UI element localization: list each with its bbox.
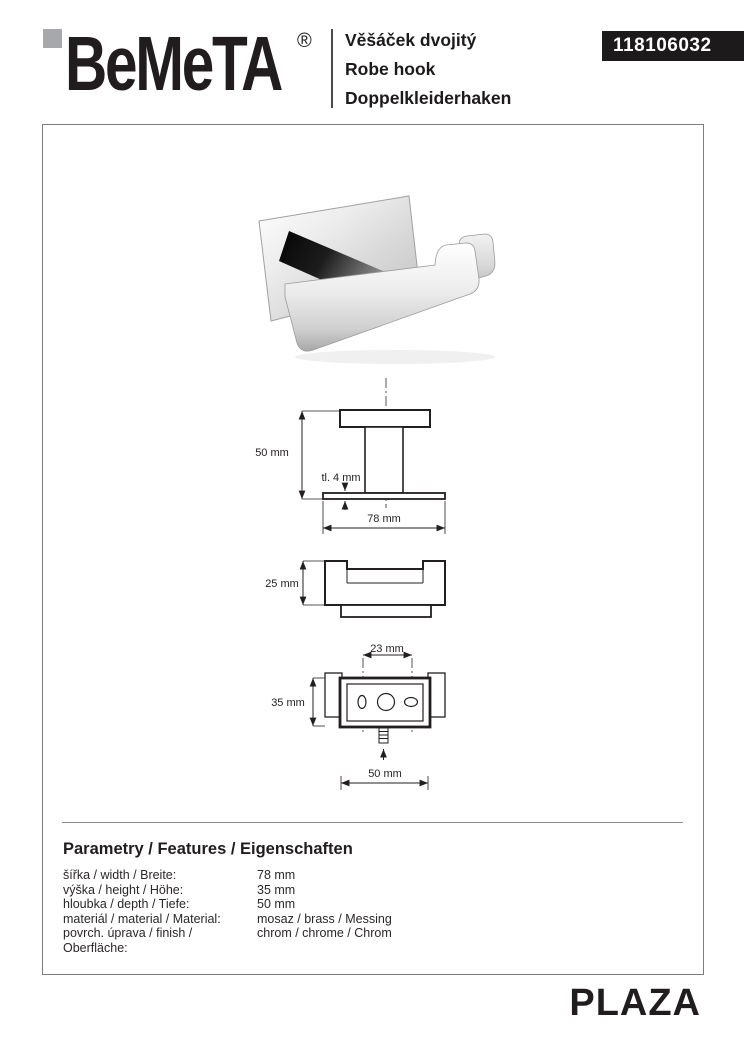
series-name: PLAZA xyxy=(569,982,701,1024)
product-title-en: Robe hook xyxy=(345,59,436,79)
param-row xyxy=(63,868,683,883)
plate-top-outline xyxy=(341,605,431,617)
product-photo xyxy=(245,185,515,370)
header-divider xyxy=(331,29,333,108)
param-label: materiál / material / Material: xyxy=(63,911,221,926)
registered-trademark-icon: ® xyxy=(297,30,312,52)
param-value: mosaz / brass / Messing xyxy=(257,911,392,926)
hook-stem-profile xyxy=(365,427,403,493)
dim-label-width: 78 mm xyxy=(367,513,401,525)
param-label: hloubka / depth / Tiefe: xyxy=(63,897,190,912)
param-label: výška / height / Höhe: xyxy=(63,882,184,897)
drawing-front-view xyxy=(271,643,445,790)
parameters-heading: Parametry / Features / Eigenschaften xyxy=(63,840,353,858)
parameters-table xyxy=(63,868,683,956)
dim-label-height: 50 mm xyxy=(255,447,289,459)
photo-shadow xyxy=(295,350,495,364)
product-code-badge: 118106032 xyxy=(602,31,744,61)
param-label: šířka / width / Breite: xyxy=(63,868,177,882)
param-row xyxy=(63,912,683,927)
param-value: 78 mm xyxy=(257,868,296,882)
dim-label-thickness: tl. 4 mm xyxy=(321,472,361,484)
dim-label-depth: 25 mm xyxy=(265,578,299,590)
dim-label-width: 50 mm xyxy=(368,768,402,780)
center-hole xyxy=(378,694,395,711)
set-screw-symbol xyxy=(379,728,388,743)
param-row xyxy=(63,883,683,898)
screw-hole-left xyxy=(358,696,366,709)
technical-drawings xyxy=(240,370,520,800)
product-titles xyxy=(345,26,511,113)
param-value: chrom / chrome / Chrom xyxy=(257,926,392,941)
product-title-cs: Věšáček dvojitý xyxy=(345,30,477,50)
base-plate-profile xyxy=(323,493,445,499)
logo-mark-square xyxy=(43,29,62,48)
hook-head-profile xyxy=(340,410,430,427)
dim-label-hole-spacing: 23 mm xyxy=(370,643,404,655)
drawing-side-view xyxy=(255,378,445,534)
param-label: povrch. úprava / finish / Oberfläche: xyxy=(63,926,193,955)
product-title-de: Doppelkleiderhaken xyxy=(345,88,512,108)
screw-hole-right xyxy=(405,698,418,707)
param-value: 50 mm xyxy=(257,897,296,912)
parameters-divider xyxy=(62,822,683,823)
drawing-top-view xyxy=(265,561,445,617)
param-row xyxy=(63,926,683,955)
param-row xyxy=(63,897,683,912)
dim-label-height: 35 mm xyxy=(271,697,305,709)
brand-logo: BeMeTA xyxy=(65,21,282,107)
param-value: 35 mm xyxy=(257,882,296,897)
